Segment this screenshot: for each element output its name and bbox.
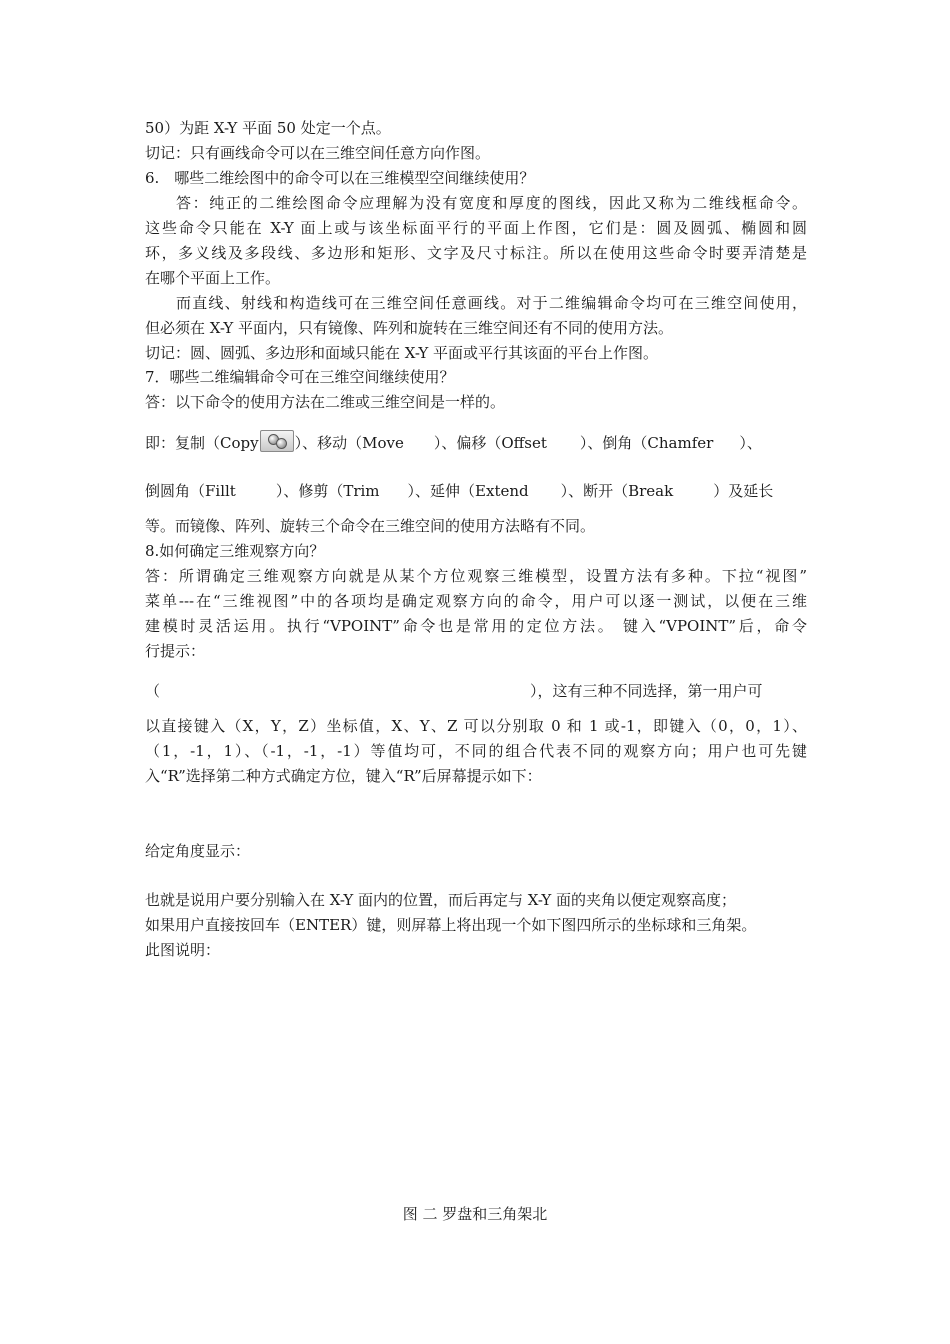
prompt-line [145, 679, 807, 703]
text-line: 切记：圆、圆弧、多边形和面域只能在 X-Y 平面或平行其该面的平台上作图。 [145, 344, 659, 362]
text-line: 入“R”选择第二种方式确定方位，键入“R”后屏幕提示如下： [145, 767, 542, 785]
figure-caption: 图 二 罗盘和三角架北 [402, 1205, 548, 1223]
text-line: 答：纯正的二维绘图命令应理解为没有宽度和厚度的图线，因此又称为二维线框命令。 [176, 194, 807, 212]
text-run: ）、移动（Move [294, 434, 404, 452]
text-run: ）、偏移（Offset [433, 434, 547, 452]
text-line: 以直接键入（X，Y，Z）坐标值，X、Y、Z 可以分别取 0 和 1 或-1，即键入（0，0，1）、 [145, 717, 807, 735]
question-heading: 7．哪些二维编辑命令可在三维空间继续使用？ [145, 368, 455, 386]
text-line: 这些命令只能在 X-Y 面上或与该坐标面平行的平面上作图，它们是：圆及圆弧、椭圆和圆 [145, 219, 807, 237]
text-line: 50）为距 X-Y 平面 50 处定一个点。 [145, 119, 391, 137]
question-heading: 6. 哪些二维绘图中的命令可以在三维模型空间继续使用？ [145, 169, 535, 187]
text-run: ），这有三种不同选择，第一用户可 [530, 682, 763, 700]
text-run: ）、延伸（Extend [407, 482, 529, 500]
text-run: ）、倒角（Chamfer [579, 434, 714, 452]
text-line: 切记：只有画线命令可以在三维空间任意方向作图。 [145, 144, 491, 162]
text-run: ）、修剪（Trim [275, 482, 380, 500]
copy-icon [260, 430, 294, 452]
text-line: 行提示： [145, 642, 206, 660]
text-line: 建模时灵活运用。执行“VPOINT”命令也是常用的定位方法。 键入“VPOINT”后，命令 [145, 617, 807, 635]
command-list-line [145, 479, 807, 503]
text-line: 菜单---在“三维视图”中的各项均是确定观察方向的命令，用户可以逐一测试，以便在三维 [145, 592, 807, 610]
text-run: ）、断开（Break [560, 482, 674, 500]
text-line: 给定角度显示： [145, 842, 251, 860]
text-run: 倒圆角（Fillt [145, 482, 236, 500]
text-line: 环，多义线及多段线、多边形和矩形、文字及尺寸标注。所以在使用这些命令时要弄清楚是 [145, 244, 807, 262]
text-line: 而直线、射线和构造线可在三维空间任意画线。对于二维编辑命令均可在三维空间使用， [176, 294, 807, 312]
text-run: 即：复制（Copy [145, 434, 259, 452]
text-line: 但必须在 X-Y 平面内，只有镜像、阵列和旋转在三维空间还有不同的使用方法。 [145, 319, 674, 337]
text-line: 也就是说用户要分别输入在 X-Y 面内的位置，而后再定与 X-Y 面的夹角以便定观察高度； [145, 891, 737, 909]
text-line: 在哪个平面上工作。 [145, 269, 281, 287]
text-line: 答：所谓确定三维观察方向就是从某个方位观察三维模型，设置方法有多种。下拉“视图” [145, 567, 807, 585]
text-run: ）、 [739, 434, 762, 452]
text-line: 如果用户直接按回车（ENTER）键，则屏幕上将出现一个如下图四所示的坐标球和三角架。 [145, 916, 757, 934]
text-run: （ [145, 682, 161, 700]
question-heading: 8.如何确定三维观察方向？ [145, 542, 325, 560]
text-line: （1，-1，1）、（-1，-1，-1）等值均可，不同的组合代表不同的观察方向；用户也可先键 [145, 742, 807, 760]
text-run: ）及延长 [713, 482, 774, 500]
text-line: 此图说明： [145, 941, 221, 959]
command-list-line [145, 430, 807, 456]
text-line: 等。而镜像、阵列、旋转三个命令在三维空间的使用方法略有不同。 [145, 517, 596, 535]
text-line: 答：以下命令的使用方法在二维或三维空间是一样的。 [145, 393, 506, 411]
